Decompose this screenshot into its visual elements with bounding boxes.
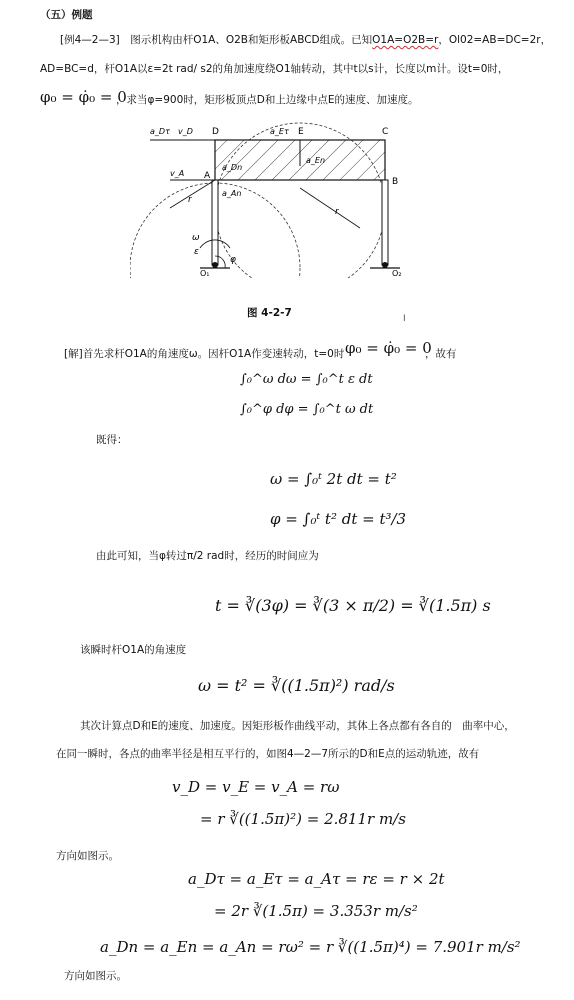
label-r1: r [188, 195, 192, 205]
label-A: A [204, 171, 211, 181]
cursor-mark: I [403, 314, 406, 324]
label-aDt: a_Dτ [150, 127, 170, 136]
initial-condition: φ₀ = φ̇₀ = 0 [40, 88, 127, 106]
direction-note-1: 方向如图示。 [56, 850, 119, 862]
eq-omega-rhs: ∫₀ᵗ 2t dt = t² [304, 470, 397, 488]
para-5a: 其次计算点D和E的速度、加速度。因矩形板作曲线平动，其体上各点都有各自的 曲率中心， [80, 720, 515, 732]
eq-at2: = 2r ∛(1.5π) = 3.353r m/s² [214, 902, 418, 920]
para-5b: 在同一瞬时，各点的曲率半径是相互平行的，如图4—2—7所示的D和E点的运动轨迹，故有 [56, 748, 480, 760]
para-4: 该瞬时杆O1A的角速度 [80, 644, 187, 656]
solution-line [64, 346, 344, 361]
label-O2: O₂ [392, 269, 402, 278]
integral-2-lhs: ∫₀^φ dφ [240, 402, 294, 417]
integral-2: ∫₀^φ dφ = ∫₀^t ω dt [240, 402, 374, 417]
radius-line-1 [170, 180, 215, 208]
label-aEt: a_Eτ [270, 127, 289, 136]
label-vA: v_A [170, 169, 185, 178]
solution-init: φ₀ = φ̇₀ = 0 [345, 339, 432, 357]
label-E: E [298, 127, 304, 137]
section-title: （五）例题 [40, 9, 93, 21]
jide-label: 既得： [96, 434, 128, 446]
eq-phi-lhs: φ = [270, 510, 298, 528]
solution-tail: ，故有 [425, 348, 457, 360]
integral-1-rhs: ∫₀^t ε dt [315, 372, 373, 387]
label-C: C [382, 127, 389, 137]
direction-note-2: 方向如图示。 [64, 970, 127, 982]
eq-phi-rhs: ∫₀ᵗ t² dt = t³/3 [302, 510, 407, 528]
eq-v2: = r ∛((1.5π)²) = 2.811r m/s [200, 810, 406, 828]
label-omega: ω [192, 233, 200, 243]
problem-line-2: AD=BC=d，杆O1A以ε=2t rad/ s2的角加速度绕O1轴转动，其中t以s计，长度以m计。设t=0时， [40, 63, 509, 75]
label-r2: r [335, 207, 339, 217]
label-epsilon: ε [194, 247, 199, 257]
problem-line-1a: [例4—2—3] 图示机构由杆O1A、O2B和矩形板ABCD组成。已知 [60, 34, 373, 46]
solution-lead: [解]首先求杆O1A的角速度ω。因杆O1A作变速转动，t=0时 [64, 348, 345, 360]
label-aEn: a_En [306, 156, 326, 165]
problem-line-1b: O1A=O2B=r [372, 34, 439, 46]
label-phi: φ [230, 255, 236, 265]
radius-line-2 [300, 188, 360, 228]
integral-2-rhs: ∫₀^t ω dt [312, 402, 374, 417]
eq-phi [270, 510, 406, 528]
mechanism-figure [130, 118, 430, 278]
eq-omega [270, 470, 397, 488]
integral-1-lhs: ∫₀^ω dω [240, 372, 297, 387]
eq-v1: v_D = v_E = v_A = rω [172, 778, 340, 796]
rod-o2b [382, 180, 388, 265]
problem-line-1d: l02=AB=DC=2r， [457, 34, 552, 46]
label-aAn: a_An [222, 189, 242, 198]
pivot-o1 [212, 262, 218, 268]
problem-line-1 [60, 32, 551, 47]
label-vD: v_D [178, 127, 193, 136]
label-D: D [212, 127, 219, 137]
problem-line-3: ，求当φ=900时，矩形板顶点D和上边缘中点E的速度、加速度。 [116, 94, 419, 106]
eq-at1: a_Dτ = a_Eτ = a_Aτ = rε = r × 2t [188, 870, 445, 888]
integral-1: ∫₀^ω dω = ∫₀^t ε dt [240, 372, 373, 387]
eq-an: a_Dn = a_En = a_An = rω² = r ∛((1.5π)⁴) = 7.901r m/s² [100, 938, 521, 956]
para-3: 由此可知，当φ转过π/2 rad时，经历的时间应为 [96, 550, 319, 562]
eq-t: t = ∛(3φ) = ∛(3 × π/2) = ∛(1.5π) s [215, 596, 491, 615]
problem-line-1c: ，O [438, 34, 458, 46]
label-B: B [392, 177, 399, 187]
eq-w: ω = t² = ∛((1.5π)²) rad/s [198, 676, 395, 695]
figure-caption: 图 4-2-7 [247, 307, 292, 319]
label-O1: O₁ [200, 269, 210, 278]
eq-omega-lhs: ω = [270, 470, 300, 488]
rod-o1a [212, 180, 218, 265]
pivot-o2 [382, 262, 388, 268]
label-aDn: a_Dn [222, 163, 243, 172]
